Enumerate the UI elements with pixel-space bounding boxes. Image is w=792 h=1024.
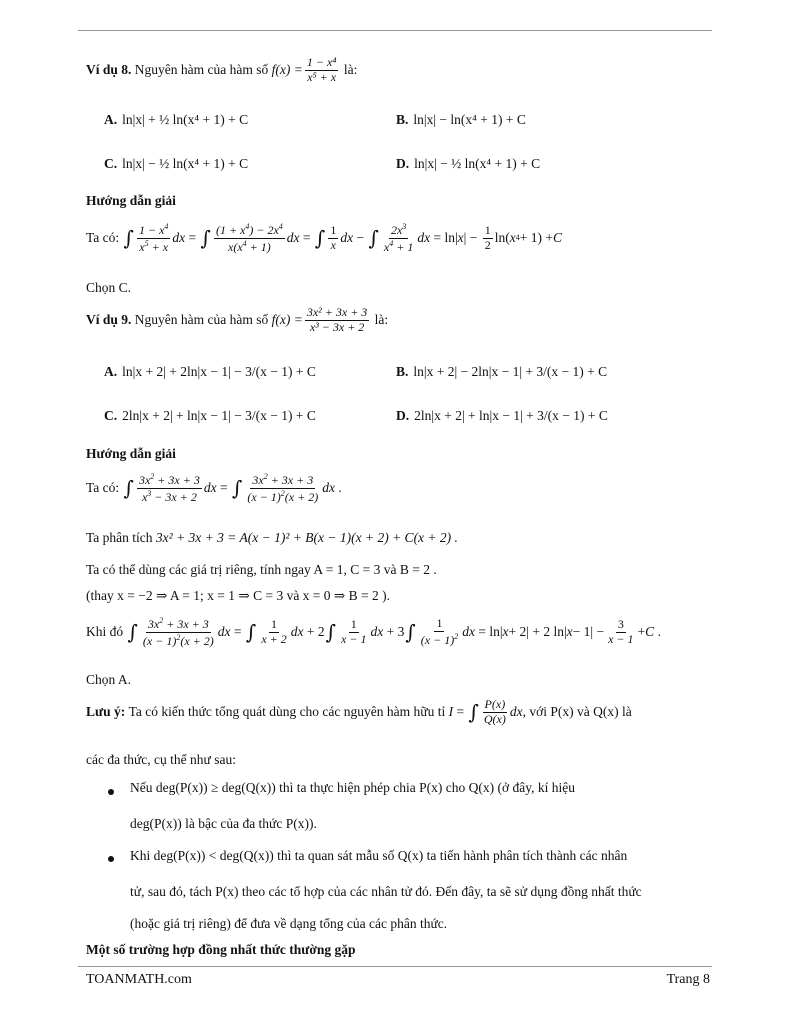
example-9-option-c: C. 2ln|x + 2| + ln|x − 1| − 3/(x − 1) + C (104, 408, 316, 423)
example-8-heading: Ví dụ 8. (86, 61, 132, 77)
example-8-tail: là: (343, 61, 358, 77)
example-8-option-b: B. ln|x| − ln(x⁴ + 1) + C (396, 112, 526, 127)
example-8-option-b-text: ln|x| − ln(x⁴ + 1) + C (413, 112, 526, 127)
note-bullet-2a: Khi deg(P(x)) < deg(Q(x)) thì ta quan sát mẫu số Q(x) ta tiến hành phân tích thành các nhân (130, 848, 628, 863)
bullet-dot-2 (108, 856, 114, 862)
example-8-fraction: $\frac{\text{1 − x⁴}}{\text{x⁵ + x}}$ (306, 55, 337, 84)
example-8-option-a: A. ln|x| + ½ ln(x⁴ + 1) + C (104, 112, 249, 127)
example-8-choose: Chọn C. (86, 280, 132, 295)
example-9-values: Ta có thể dùng các giá trị riêng, tính ngay A = 1, C = 3 và B = 2 . (86, 562, 437, 577)
top-rule (78, 30, 712, 31)
example-8-option-d: D. ln|x| − ½ ln(x⁴ + 1) + C (396, 156, 541, 171)
example-8-question (86, 56, 710, 85)
example-9-choose: Chọn A. (86, 672, 132, 687)
note-label: Lưu ý: (86, 703, 126, 719)
example-8-guide-heading: Hướng dẫn giải (86, 193, 176, 208)
example-9-option-d: D. 2ln|x + 2| + ln|x − 1| + 3/(x − 1) + C (396, 408, 608, 423)
example-8-option-c-text: ln|x| − ½ ln(x⁴ + 1) + C (122, 156, 249, 171)
note-bullet-1b: deg(P(x)) là bậc của đa thức P(x)). (130, 816, 317, 831)
example-9-heading: Ví dụ 9. (86, 311, 132, 327)
example-8-option-d-text: ln|x| − ½ ln(x⁴ + 1) + C (414, 156, 541, 171)
note-line-2: các đa thức, cụ thể như sau: (86, 752, 236, 767)
example-9-fraction: $\frac{\text{3x² + 3x + 3}}{\text{x³ − 3x + 2}}$ (306, 305, 368, 334)
example-8-fx: f(x) = (271, 61, 303, 77)
example-9-thay: (thay x = −2 ⇒ A = 1; x = 1 ⇒ C = 3 và x = 0 ⇒ B = 2 ). (86, 588, 390, 603)
bottom-rule (78, 966, 712, 967)
example-8-option-a-text: ln|x| + ½ ln(x⁴ + 1) + C (122, 112, 249, 127)
example-9-taco: Ta có: ∫ $\frac{3x^2 + 3x + 3}{x^3 - 3x + 2}$ dx = ∫ $\frac{3x^2 + 3x + 3}{(x - 1)^2(x + 2)}$ dx . (86, 472, 342, 504)
example-8-option-c: C. ln|x| − ½ ln(x⁴ + 1) + C (104, 156, 249, 171)
example-9-option-b: B. ln|x + 2| − 2ln|x − 1| + 3/(x − 1) + C (396, 364, 608, 379)
example-9-option-a: A. ln|x + 2| + 2ln|x − 1| − 3/(x − 1) + C (104, 364, 316, 379)
footer-site: TOANMATH.com (86, 972, 192, 987)
note-bullet-1a: Nếu deg(P(x)) ≥ deg(Q(x)) thì ta thực hiện phép chia P(x) cho Q(x) (ở đây, kí hiệu (130, 780, 575, 795)
example-9-khido: Khi đó ∫ $\frac{3x^2 + 3x + 3}{(x - 1)^2(x + 2)}$ dx = ∫ $\frac{1}{x + 2}$ dx + 2 ∫ $\frac{1}{x - 1}$ dx + 3 ∫ $\frac{1}{(x - 1)^2}$ dx = ln| x + 2| + 2 ln| x − 1| − $\frac{3}{x - 1}$ + C . (86, 616, 661, 648)
example-9-question: Ví dụ 9. Nguyên hàm của hàm số f(x) = $\frac{\text{3x² + 3x + 3}}{\text{x³ − 3x + 2}}$ là: (86, 305, 389, 334)
example-8-solution: Ta có: ∫ $\frac{1 - x^4}{x^5 + x}$ dx = ∫ $\frac{(1 + x^4) - 2x^4}{x(x^4 + 1)}$ dx = ∫ $\frac{1}{x}$ dx − ∫ $\frac{2x^3}{x^4 + 1}$ dx = ln| x | − $\frac{1}{2}$ ln( x 4 + 1) + C (86, 222, 562, 254)
bullet-dot-1 (108, 789, 114, 795)
note-bullet-2b: tử, sau đó, tách P(x) theo các tổ hợp của các nhân tử đó. Đến đây, ta sẽ sử dụng đồng nhất thức (130, 884, 642, 899)
example-8-question-text: Nguyên hàm của hàm số (134, 61, 269, 77)
section-title: Một số trường hợp đồng nhất thức thường gặp (86, 942, 356, 957)
example-9-analysis: Ta phân tích 3x² + 3x + 3 = A(x − 1)² + B(x − 1)(x + 2) + C(x + 2) . (86, 530, 458, 545)
footer-page-number: Trang 8 (666, 972, 710, 987)
note-bullet-2c: (hoặc giá trị riêng) để đưa về dạng tổng của các phân thức. (130, 916, 448, 931)
example-9-guide-heading: Hướng dẫn giải (86, 446, 176, 461)
note-line: Lưu ý: Ta có kiến thức tổng quát dùng cho các nguyên hàm hữu tỉ I = ∫ $\frac{P(x)}{Q(x)}$ dx , với P(x) và Q(x) là (86, 697, 632, 726)
